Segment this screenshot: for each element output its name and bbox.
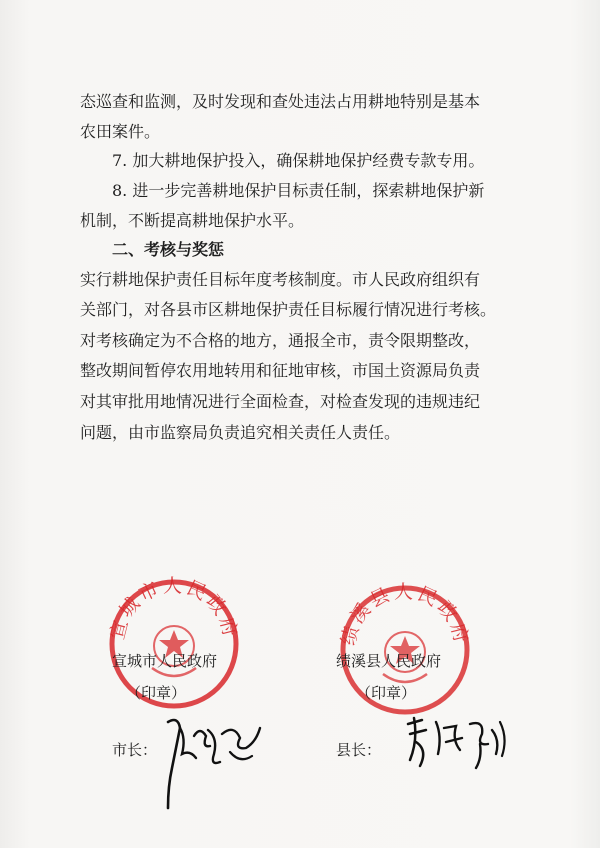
- county-head-signature: [400, 710, 520, 780]
- mayor-signature: [160, 708, 280, 820]
- left-party-name: 宣城市人民政府: [112, 652, 218, 670]
- body-line-4: 8. 进一步完善耕地保护目标责任制，探索耕地保护新: [80, 181, 485, 200]
- body-line-9: 对考核确定为不合格的地方，通报全市，责令限期整改，: [80, 331, 481, 350]
- body-line-12: 问题，由市监察局负责追究相关责任人责任。: [80, 423, 401, 442]
- body-line-8: 关部门，对各县市区耕地保护责任目标履行情况进行考核。: [80, 300, 497, 319]
- left-signer-label: 市长：: [112, 741, 158, 759]
- left-seal-text: 宣城市人民政府: [106, 575, 242, 642]
- left-seal-note: （印章）: [126, 684, 187, 702]
- right-signer-label: 县长：: [336, 741, 382, 759]
- body-line-2: 农田案件。: [80, 122, 161, 141]
- section-heading: 二、考核与奖惩: [80, 240, 225, 259]
- right-seal-note: （印章）: [356, 684, 417, 702]
- body-line-1: 态巡查和监测，及时发现和查处违法占用耕地特别是基本: [80, 92, 481, 111]
- body-line-11: 对其审批用地情况进行全面检查，对检查发现的违规违纪: [80, 392, 481, 411]
- right-seal-text: 绩溪县人民政府: [337, 581, 473, 648]
- body-line-5: 机制，不断提高耕地保护水平。: [80, 211, 305, 230]
- body-line-3: 7. 加大耕地保护投入，确保耕地保护经费专款专用。: [80, 151, 485, 170]
- body-line-10: 整改期间暂停农用地转用和征地审核，市国土资源局负责: [80, 361, 481, 380]
- body-line-7: 实行耕地保护责任目标年度考核制度。市人民政府组织有: [80, 270, 481, 289]
- right-party-name: 绩溪县人民政府: [336, 652, 442, 670]
